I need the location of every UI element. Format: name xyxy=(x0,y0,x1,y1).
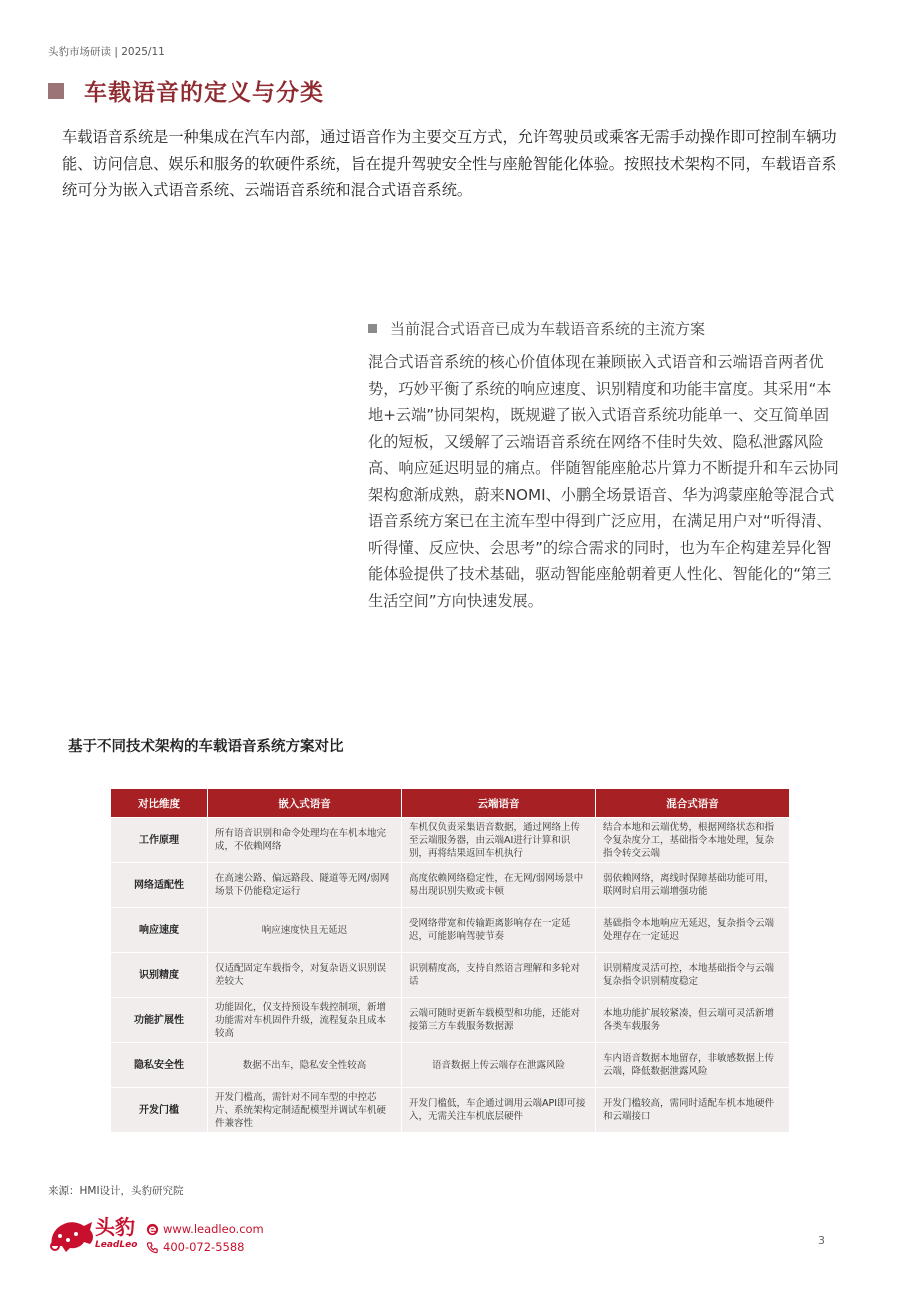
phone-row[interactable] xyxy=(146,1238,264,1256)
table-header-row xyxy=(111,789,790,818)
section-title-text: 车载语音的定义与分类 xyxy=(84,80,324,106)
table-row xyxy=(111,1088,790,1133)
table-cell: 车内语音数据本地留存，非敏感数据上传云端，降低数据泄露风险 xyxy=(596,1043,790,1088)
leopard-logo-icon xyxy=(46,1216,96,1254)
table-header-cell: 混合式语音 xyxy=(596,789,790,818)
table-row-header: 网络适配性 xyxy=(111,863,208,908)
website-link[interactable]: www.leadleo.com xyxy=(163,1222,264,1236)
subsection-body: 混合式语音系统的核心价值体现在兼顾嵌入式语音和云端语音两者优势，巧妙平衡了系统的响应速度、识别精度和功能丰富度。其采用“本地+云端”协同架构，既规避了嵌入式语音系统功能单一、交互简单固化的短板，又缓解了云端语音系统在网络不佳时失效、隐私泄露风险高、响应延迟明显的痛点。伴随智能座舱芯片算力不断提升和车云协同架构愈渐成熟，蔚来NOMI、小鹏全场景语音、华为鸿蒙座舱等混合式语音系统方案已在主流车型中得到广泛应用，在满足用户对“听得清、听得懂、反应快、会思考”的综合需求的同时，也为车企构建差异化智能体验提供了技术基础，驱动智能座舱朝着更人性化、智能化的“第三生活空间”方向快速发展。 xyxy=(368,353,839,610)
table-row-header: 工作原理 xyxy=(111,818,208,863)
table-cell: 功能固化，仅支持预设车载控制项，新增功能需对车机固件升级，流程复杂且成本较高 xyxy=(208,998,402,1043)
browser-e-icon xyxy=(146,1223,159,1236)
table-row xyxy=(111,908,790,953)
table-title: 基于不同技术架构的车载语音系统方案对比 xyxy=(68,739,344,755)
table-row xyxy=(111,818,790,863)
table-row-header: 隐私安全性 xyxy=(111,1043,208,1088)
table-cell: 在高速公路、偏远路段、隧道等无网/弱网场景下仍能稳定运行 xyxy=(208,863,402,908)
table-cell: 识别精度灵活可控，本地基础指令与云端复杂指令识别精度稳定 xyxy=(596,953,790,998)
source-note: 来源：HMI设计，头豹研究院 xyxy=(48,1185,184,1197)
table-cell: 开发门槛高，需针对不同车型的中控芯片、系统架构定制适配模型并调试车机硬件兼容性 xyxy=(208,1088,402,1133)
page-number: 3 xyxy=(818,1234,825,1247)
table-cell: 开发门槛低，车企通过调用云端API即可接入，无需关注车机底层硬件 xyxy=(402,1088,596,1133)
table-row-header: 开发门槛 xyxy=(111,1088,208,1133)
section-title xyxy=(48,74,324,107)
table-cell: 车机仅负责采集语音数据，通过网络上传至云端服务器，由云端AI进行计算和识别，再将结果返回车机执行 xyxy=(402,818,596,863)
phone-icon xyxy=(146,1241,159,1254)
table-header-cell: 云端语音 xyxy=(402,789,596,818)
table-cell: 云端可随时更新车载模型和功能，还能对接第三方车载服务数据源 xyxy=(402,998,596,1043)
brand-name-cn: 头豹 xyxy=(95,1215,135,1239)
title-square-icon xyxy=(48,83,64,99)
phone-number[interactable]: 400-072-5588 xyxy=(163,1240,245,1254)
website-row[interactable] xyxy=(146,1220,264,1238)
table-cell: 数据不出车，隐私安全性较高 xyxy=(208,1043,402,1088)
brand-name-en: LeadLeo xyxy=(95,1240,138,1250)
table-header-cell: 对比维度 xyxy=(111,789,208,818)
table-cell: 弱依赖网络，离线时保障基础功能可用，联网时启用云端增强功能 xyxy=(596,863,790,908)
table-cell: 受网络带宽和传输距离影响存在一定延迟，可能影响驾驶节奏 xyxy=(402,908,596,953)
table-row-header: 响应速度 xyxy=(111,908,208,953)
brand xyxy=(95,1216,137,1250)
report-header: 头豹市场研读 | 2025/11 xyxy=(48,46,165,58)
table-row xyxy=(111,998,790,1043)
table-cell: 识别精度高，支持自然语言理解和多轮对话 xyxy=(402,953,596,998)
table-header-cell: 嵌入式语音 xyxy=(208,789,402,818)
table-cell: 开发门槛较高，需同时适配车机本地硬件和云端接口 xyxy=(596,1088,790,1133)
contact-info xyxy=(146,1220,264,1256)
table-cell: 基础指令本地响应无延迟，复杂指令云端处理存在一定延迟 xyxy=(596,908,790,953)
table-row-header: 识别精度 xyxy=(111,953,208,998)
table-cell: 高度依赖网络稳定性，在无网/弱网场景中易出现识别失败或卡顿 xyxy=(402,863,596,908)
table-row-header: 功能扩展性 xyxy=(111,998,208,1043)
table-cell: 响应速度快且无延迟 xyxy=(208,908,402,953)
table-cell: 所有语音识别和命令处理均在车机本地完成，不依赖网络 xyxy=(208,818,402,863)
table-cell: 结合本地和云端优势，根据网络状态和指令复杂度分工，基础指令本地处理，复杂指令转交云端 xyxy=(596,818,790,863)
subsection xyxy=(368,318,840,614)
intro-paragraph: 车载语音系统是一种集成在汽车内部，通过语音作为主要交互方式，允许驾驶员或乘客无需手动操作即可控制车辆功能、访问信息、娱乐和服务的软硬件系统，旨在提升驾驶安全性与座舱智能化体验。按照技术架构不同，车载语音系统可分为嵌入式语音系统、云端语音系统和混合式语音系统。 xyxy=(62,128,837,199)
bullet-square-icon xyxy=(368,324,377,333)
table-cell: 本地功能扩展较紧凑，但云端可灵活新增各类车载服务 xyxy=(596,998,790,1043)
subsection-heading-text: 当前混合式语音已成为车载语音系统的主流方案 xyxy=(390,320,706,338)
subsection-heading xyxy=(368,318,840,339)
table-row xyxy=(111,953,790,998)
table-row xyxy=(111,1043,790,1088)
comparison-table xyxy=(110,788,790,1133)
table-cell: 仅适配固定车载指令，对复杂语义识别误差较大 xyxy=(208,953,402,998)
table-cell: 语音数据上传云端存在泄露风险 xyxy=(402,1043,596,1088)
table-row xyxy=(111,863,790,908)
